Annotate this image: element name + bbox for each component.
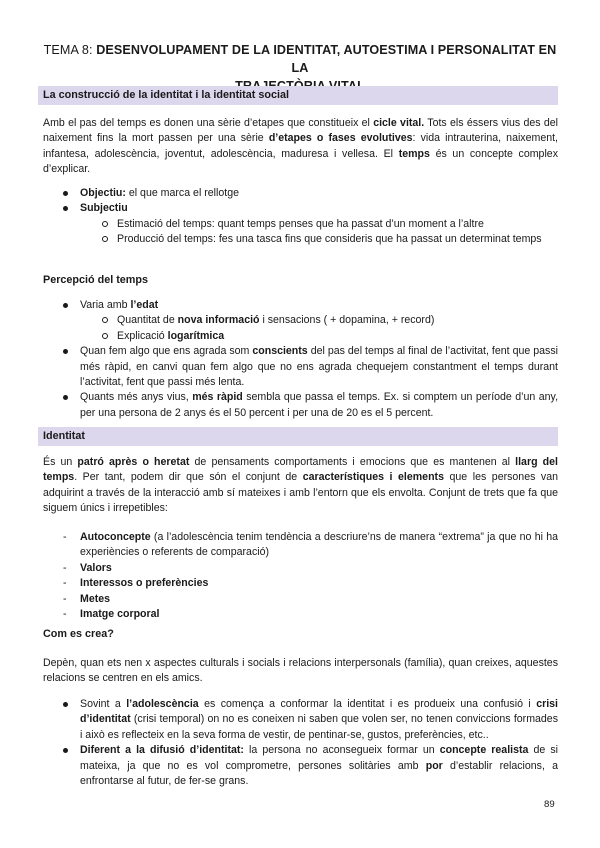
identity-paragraph: És un patró après o heretat de pensaments comportaments i emocions que es mantenen al llarg del temps. Per tant, podem dir que són el conjunt de característiques i elements que les persones van adquirint a través de la interacció amb sí mateixes i amb l’entorn que els envolta. Conjunt de trets que fa que siguem únics i irrepetibles: — [43, 456, 558, 515]
list-item: Objectiu: el que marca el rellotge — [80, 186, 558, 201]
list-item: Explicació logarítmica — [117, 329, 558, 344]
identity-traits-list — [80, 530, 558, 622]
list-item: Sovint a l’adolescència es comença a conformar la identitat i es produeix una confusió i crisi d’identitat (crisi temporal) on no es coneixen ni saben que volen ser, no tenen conviccions formades i això es reflecteix en la seva forma de vestir, de pentinar-se, gustos, preferències, etc.. — [80, 697, 558, 743]
heading-how-created: Com es crea? — [43, 628, 114, 640]
age-sublist — [80, 313, 558, 344]
heading-time-perception: Percepció del temps — [43, 274, 149, 286]
list-item: Subjectiu Estimació del temps: quant temps penses que ha passat d’un moment a l’altre Producció del temps: fes una tasca fins que consideris que ha passat un determinat temps — [80, 201, 558, 247]
how-list — [80, 697, 558, 789]
list-item: - Valors — [80, 561, 558, 576]
title-prefix: TEMA 8: — [43, 43, 97, 57]
list-item: - Metes — [80, 592, 558, 607]
intro-paragraph: Amb el pas del temps es donen una sèrie d’etapes que constitueix el cicle vital. Tots els éssers vius des del naixement fins la mort passen per una sèrie d’etapes o fases evolutives: vida intrauterina, naixement, infantesa, adolescència, joventut, adolescència, maduresa i vellesa. El temps és un concepte complex d’explicar. — [43, 117, 558, 176]
list-item: Estimació del temps: quant temps penses que ha passat d’un moment a l’altre — [117, 217, 558, 232]
section-heading-identity: Identitat — [38, 427, 558, 446]
how-paragraph: Depèn, quan ets nen x aspectes culturals i socials i relacions interpersonals (família), quan creixes, aquestes relacions se centren en els amics. — [43, 657, 558, 685]
perception-list — [80, 298, 558, 421]
time-types-list — [80, 186, 558, 248]
list-item: Quants més anys vius, més ràpid sembla que passa el temps. Ex. si comptem un període d’un any, per una persona de 2 anys és el 50 percent i per una de 20 es el 5 percent. — [80, 390, 558, 421]
list-item: Quantitat de nova informació i sensacions ( + dopamina, + record) — [117, 313, 558, 328]
section-heading-identity-construction: La construcció de la identitat i la identitat social — [38, 86, 558, 105]
page-number: 89 — [544, 799, 555, 810]
subjective-sublist — [80, 217, 558, 248]
list-item: Producció del temps: fes una tasca fins que consideris que ha passat un determinat temps — [117, 232, 558, 247]
list-item: Varia amb l’edat Quantitat de nova informació i sensacions ( + dopamina, + record) Explicació logarítmica — [80, 298, 558, 344]
title-line1: DESENVOLUPAMENT DE LA IDENTITAT, AUTOESTIMA I PERSONALITAT EN LA — [96, 43, 557, 75]
list-item: Quan fem algo que ens agrada som conscients del pas del temps al final de l’activitat, fent que passi més ràpid, en canvi quan fem algo que no ens agrada chequejem constantment el temps durant l’activitat, fent que passi més lenta. — [80, 344, 558, 390]
list-item: - Interessos o preferències — [80, 576, 558, 591]
list-item: - Autoconcepte (a l’adolescència tenim tendència a descriure’ns de manera “extrema” ja que no hi ha experiències o referents de comparació) — [80, 530, 558, 561]
list-item: Diferent a la difusió d’identitat: la persona no aconsegueix formar un concepte realista de si mateixa, ja que no es vol comprometre, persones solitàries amb por d’establir relacions, a enfrontarse al futur, de fer-se grans. — [80, 743, 558, 789]
list-item: - Imatge corporal — [80, 607, 558, 622]
